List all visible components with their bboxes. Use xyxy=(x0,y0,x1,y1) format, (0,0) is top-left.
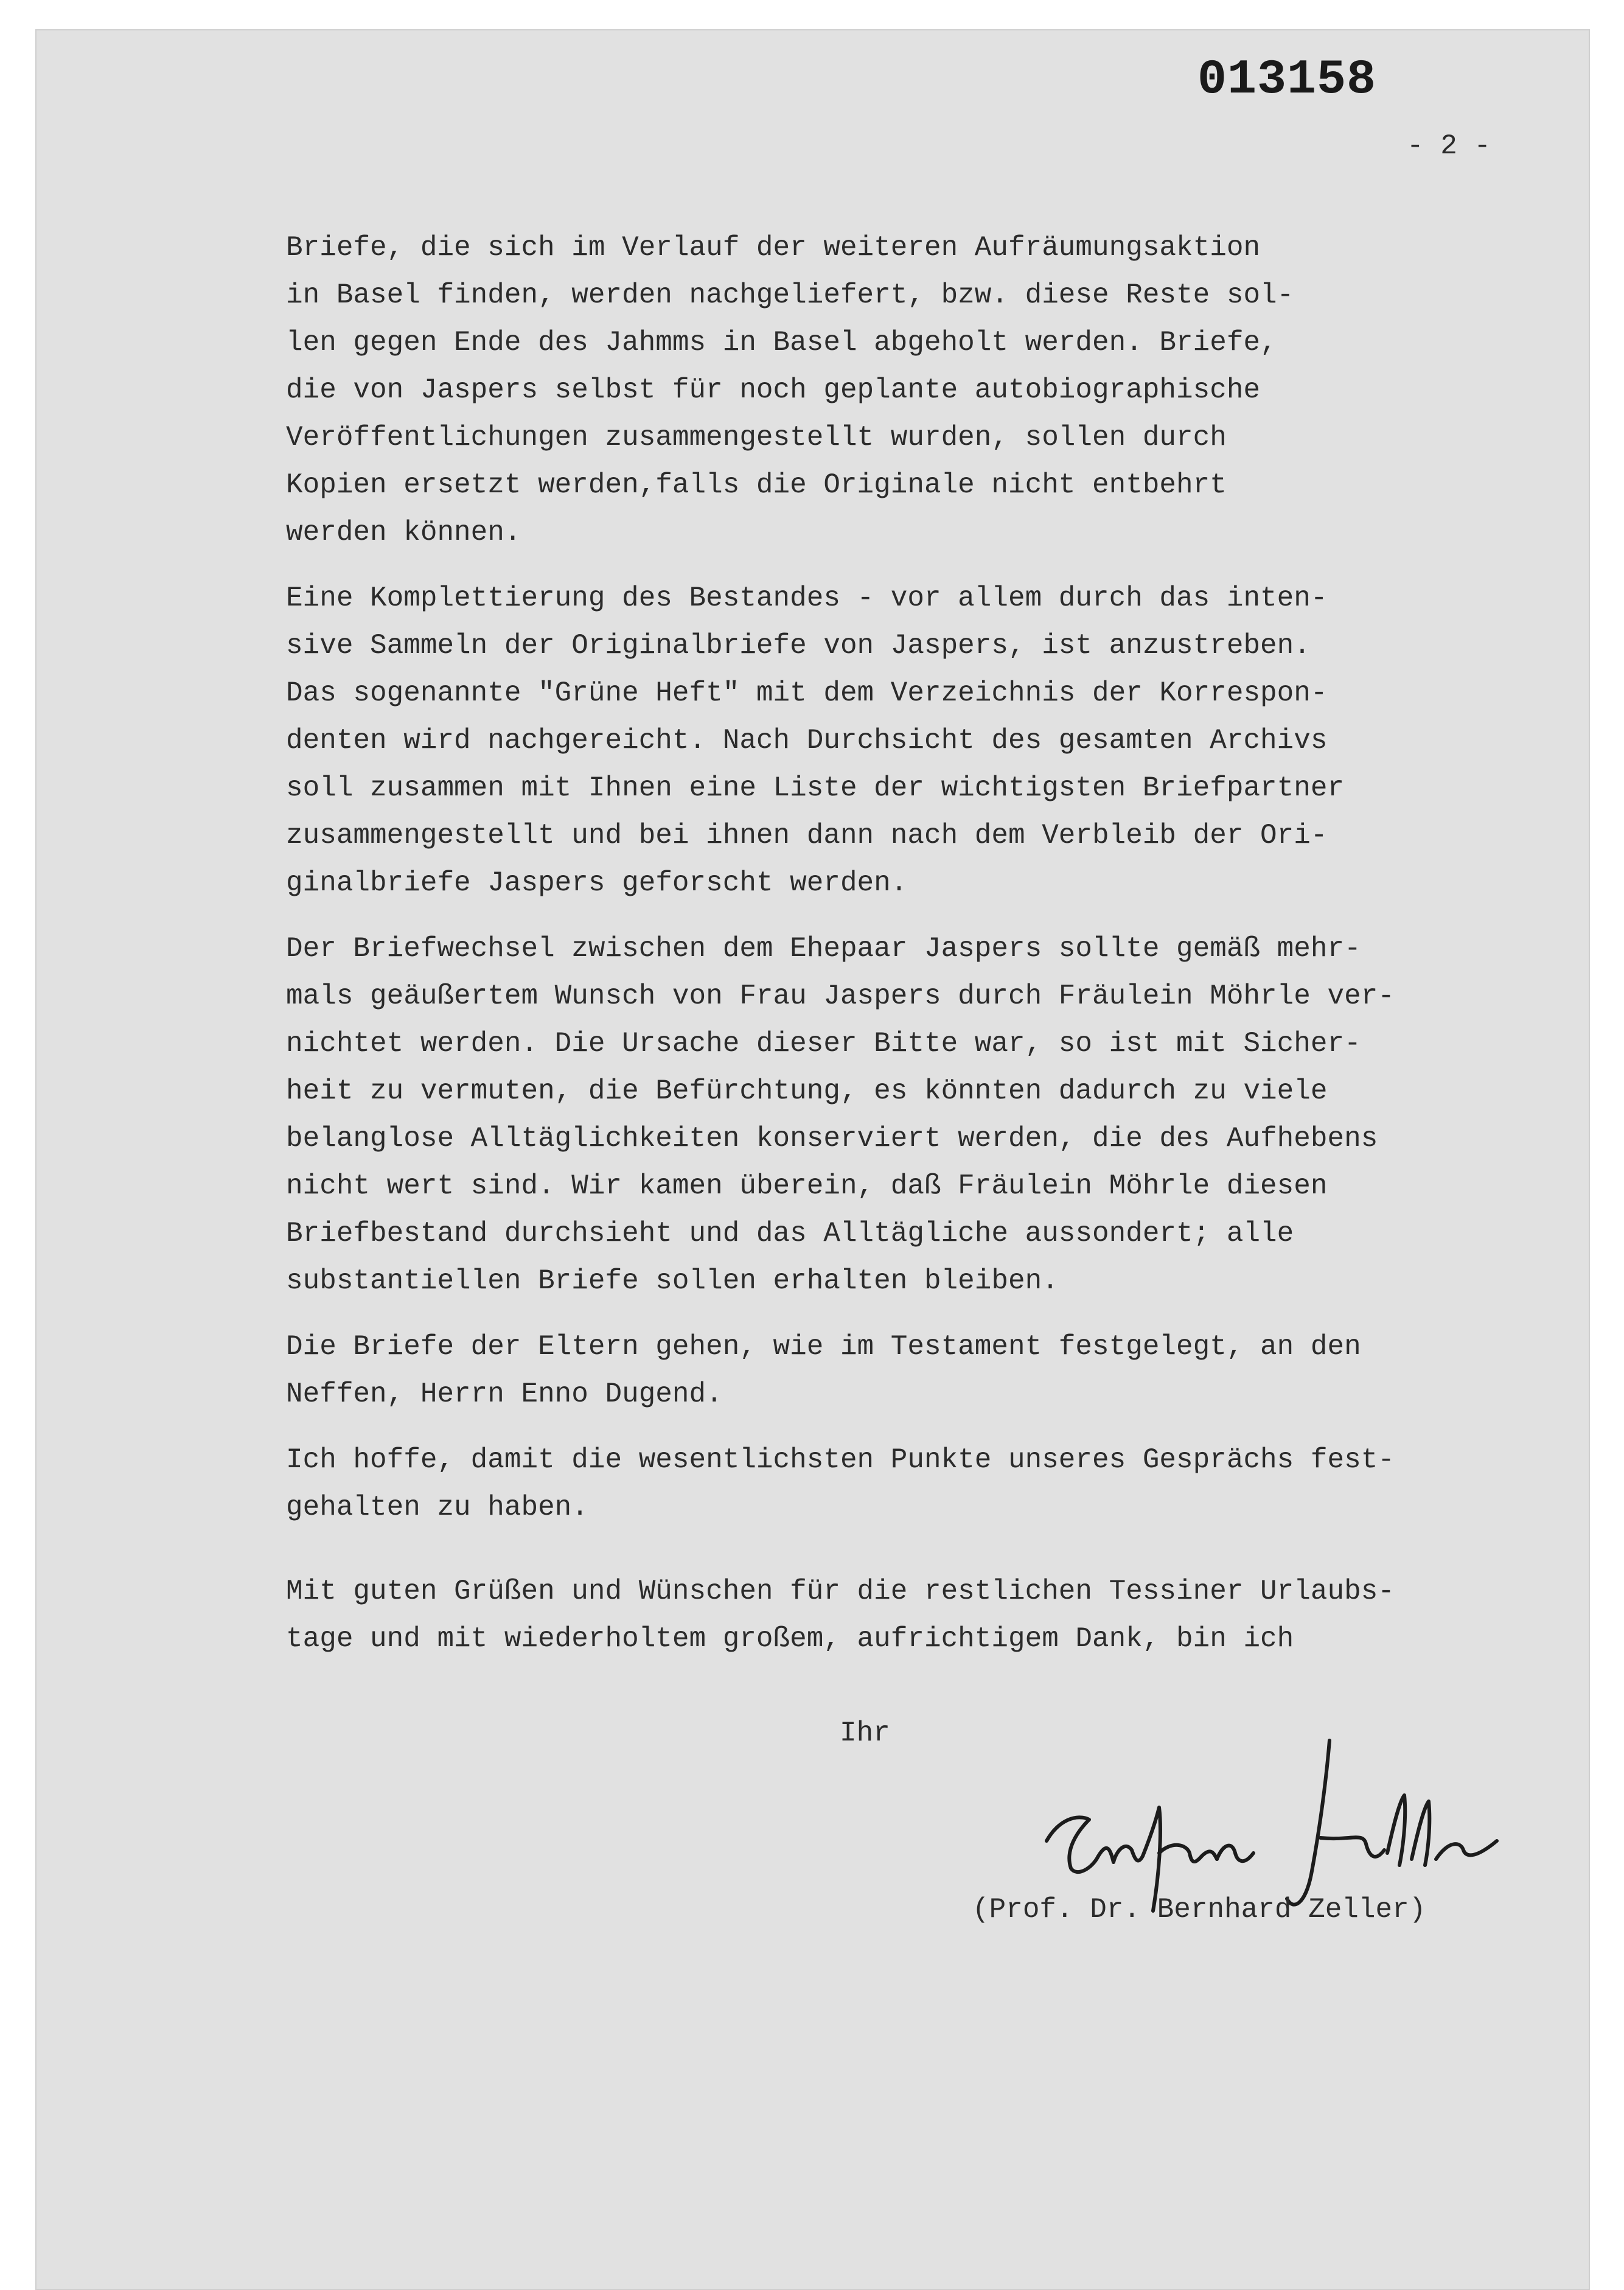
paragraph-6 xyxy=(286,1568,1395,1663)
text-line: Das sogenannte "Grüne Heft" mit dem Verzeichnis der Korrespon- xyxy=(286,677,1328,709)
text-line: nicht wert sind. Wir kamen überein, daß Fräulein Möhrle diesen xyxy=(286,1170,1328,1202)
text-line: die von Jaspers selbst für noch geplante autobiographische xyxy=(286,374,1261,406)
text-line: len gegen Ende des Jahmms in Basel abgeholt werden. Briefe, xyxy=(286,327,1277,358)
text-line: mals geäußertem Wunsch von Frau Jaspers durch Fräulein Möhrle ver- xyxy=(286,980,1395,1012)
text-line: sive Sammeln der Originalbriefe von Jaspers, ist anzustreben. xyxy=(286,630,1311,662)
paragraph-2 xyxy=(286,574,1395,907)
text-line: zusammengestellt und bei ihnen dann nach dem Verbleib der Ori- xyxy=(286,820,1328,851)
letter-body xyxy=(286,224,1395,1681)
text-line: denten wird nachgereicht. Nach Durchsicht des gesamten Archivs xyxy=(286,725,1328,756)
text-line: belanglose Alltäglichkeiten konserviert werden, die des Aufhebens xyxy=(286,1123,1378,1154)
text-line: gehalten zu haben. xyxy=(286,1492,588,1523)
paragraph-5 xyxy=(286,1436,1395,1531)
text-line: nichtet werden. Die Ursache dieser Bitte war, so ist mit Sicher- xyxy=(286,1028,1361,1059)
text-line: werden können. xyxy=(286,517,521,548)
text-line: soll zusammen mit Ihnen eine Liste der wichtigsten Briefpartner xyxy=(286,772,1345,804)
signatory-name: (Prof. Dr. Bernhard Zeller) xyxy=(972,1894,1426,1925)
text-line: Ich hoffe, damit die wesentlichsten Punkte unseres Gesprächs fest- xyxy=(286,1444,1395,1476)
archive-number: 013158 xyxy=(1197,52,1377,108)
page-number: - 2 - xyxy=(1407,130,1491,162)
text-line: Neffen, Herrn Enno Dugend. xyxy=(286,1378,723,1410)
text-line: Briefe, die sich im Verlauf der weiteren Aufräumungsaktion xyxy=(286,232,1261,264)
text-line: Kopien ersetzt werden,falls die Originale nicht entbehrt xyxy=(286,469,1227,501)
text-line: Die Briefe der Eltern gehen, wie im Testament festgelegt, an den xyxy=(286,1331,1361,1363)
paragraph-4 xyxy=(286,1323,1395,1418)
text-line: Eine Komplettierung des Bestandes - vor allem durch das inten- xyxy=(286,582,1328,614)
text-line: Briefbestand durchsieht und das Alltägliche aussondert; alle xyxy=(286,1218,1294,1249)
text-line: Mit guten Grüßen und Wünschen für die restlichen Tessiner Urlaubs- xyxy=(286,1576,1395,1607)
text-line: heit zu vermuten, die Befürchtung, es könnten dadurch zu viele xyxy=(286,1075,1328,1107)
text-line: Veröffentlichungen zusammengestellt wurden, sollen durch xyxy=(286,422,1227,453)
closing-salutation: Ihr xyxy=(840,1717,890,1749)
text-line: in Basel finden, werden nachgeliefert, bzw. diese Reste sol- xyxy=(286,279,1294,311)
paragraph-3 xyxy=(286,925,1395,1305)
paragraph-1 xyxy=(286,224,1395,556)
text-line: tage und mit wiederholtem großem, aufrichtigem Dank, bin ich xyxy=(286,1623,1294,1655)
text-line: ginalbriefe Jaspers geforscht werden. xyxy=(286,867,908,899)
text-line: Der Briefwechsel zwischen dem Ehepaar Jaspers sollte gemäß mehr- xyxy=(286,933,1361,965)
text-line: substantiellen Briefe sollen erhalten bleiben. xyxy=(286,1265,1059,1297)
